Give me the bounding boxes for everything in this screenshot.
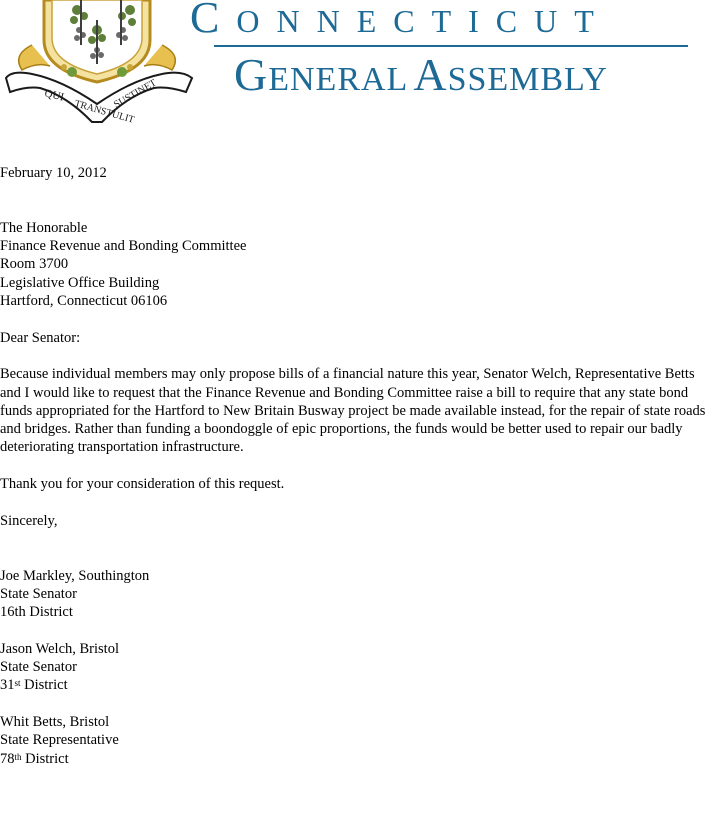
letterhead-title-line1 <box>190 0 715 43</box>
district-number: 31 <box>0 677 15 694</box>
seal-motto-sustinet: SUSTINET <box>112 77 159 111</box>
seal-motto-transtulit: TRANSTULIT <box>73 98 136 126</box>
seal-motto-qui: QUI <box>43 87 66 104</box>
body-paragraph: Thank you for your consideration of this request. <box>0 476 285 493</box>
letterhead <box>0 0 720 130</box>
district-suffix: th <box>14 751 22 762</box>
signatory-name: Whit Betts, Bristol <box>0 713 110 730</box>
salutation: Dear Senator: <box>0 329 81 346</box>
letter-body <box>0 164 712 768</box>
district-word: District <box>29 604 73 621</box>
state-seal-icon <box>2 0 194 128</box>
signatory-district <box>0 750 712 768</box>
signatory-name: Jason Welch, Bristol <box>0 640 119 657</box>
signatory-title: State Senator <box>0 659 77 676</box>
recipient-line: Hartford, Connecticut 06106 <box>0 293 168 310</box>
letterhead-title-line1-initial: C <box>190 0 237 42</box>
district-number: 16th <box>0 604 26 621</box>
recipient-line: Legislative Office Building <box>0 274 160 291</box>
closing: Sincerely, <box>0 512 58 529</box>
signatory-district <box>0 676 712 694</box>
district-suffix: st <box>14 678 21 689</box>
signatory-district <box>0 603 712 621</box>
letterhead-title-line1-rest: ONNECTICUT <box>236 3 611 39</box>
district-word: District <box>25 750 69 767</box>
letter-date: February 10, 2012 <box>0 165 107 181</box>
signatory-title: State Representative <box>0 732 119 749</box>
letterhead-rule <box>214 45 688 47</box>
signatory-name: Joe Markley, Southington <box>0 567 150 584</box>
district-number: 78 <box>0 750 15 767</box>
district-word: District <box>24 677 68 694</box>
recipient-line: Room 3700 <box>0 256 69 273</box>
recipient-line: Finance Revenue and Bonding Committee <box>0 238 247 255</box>
recipient-line: The Honorable <box>0 219 88 236</box>
letterhead-title-line2: GENERAL ASSEMBLY <box>234 49 608 100</box>
signatory-title: State Senator <box>0 585 77 602</box>
body-paragraph: Because individual members may only propose bills of a financial nature this year, Senator Welch, Representative Betts and I would like to request that the Finance Revenue and Bonding Committee raise a bill to require that any state bond funds appropriated for the Hartford to New Britain Busway project be made available instead, for the repair of state roads and bridges. Rather than funding a boondoggle of epic proportions, the funds would be better used to repair our badly deteriorating transportation infrastructure. <box>0 366 706 456</box>
